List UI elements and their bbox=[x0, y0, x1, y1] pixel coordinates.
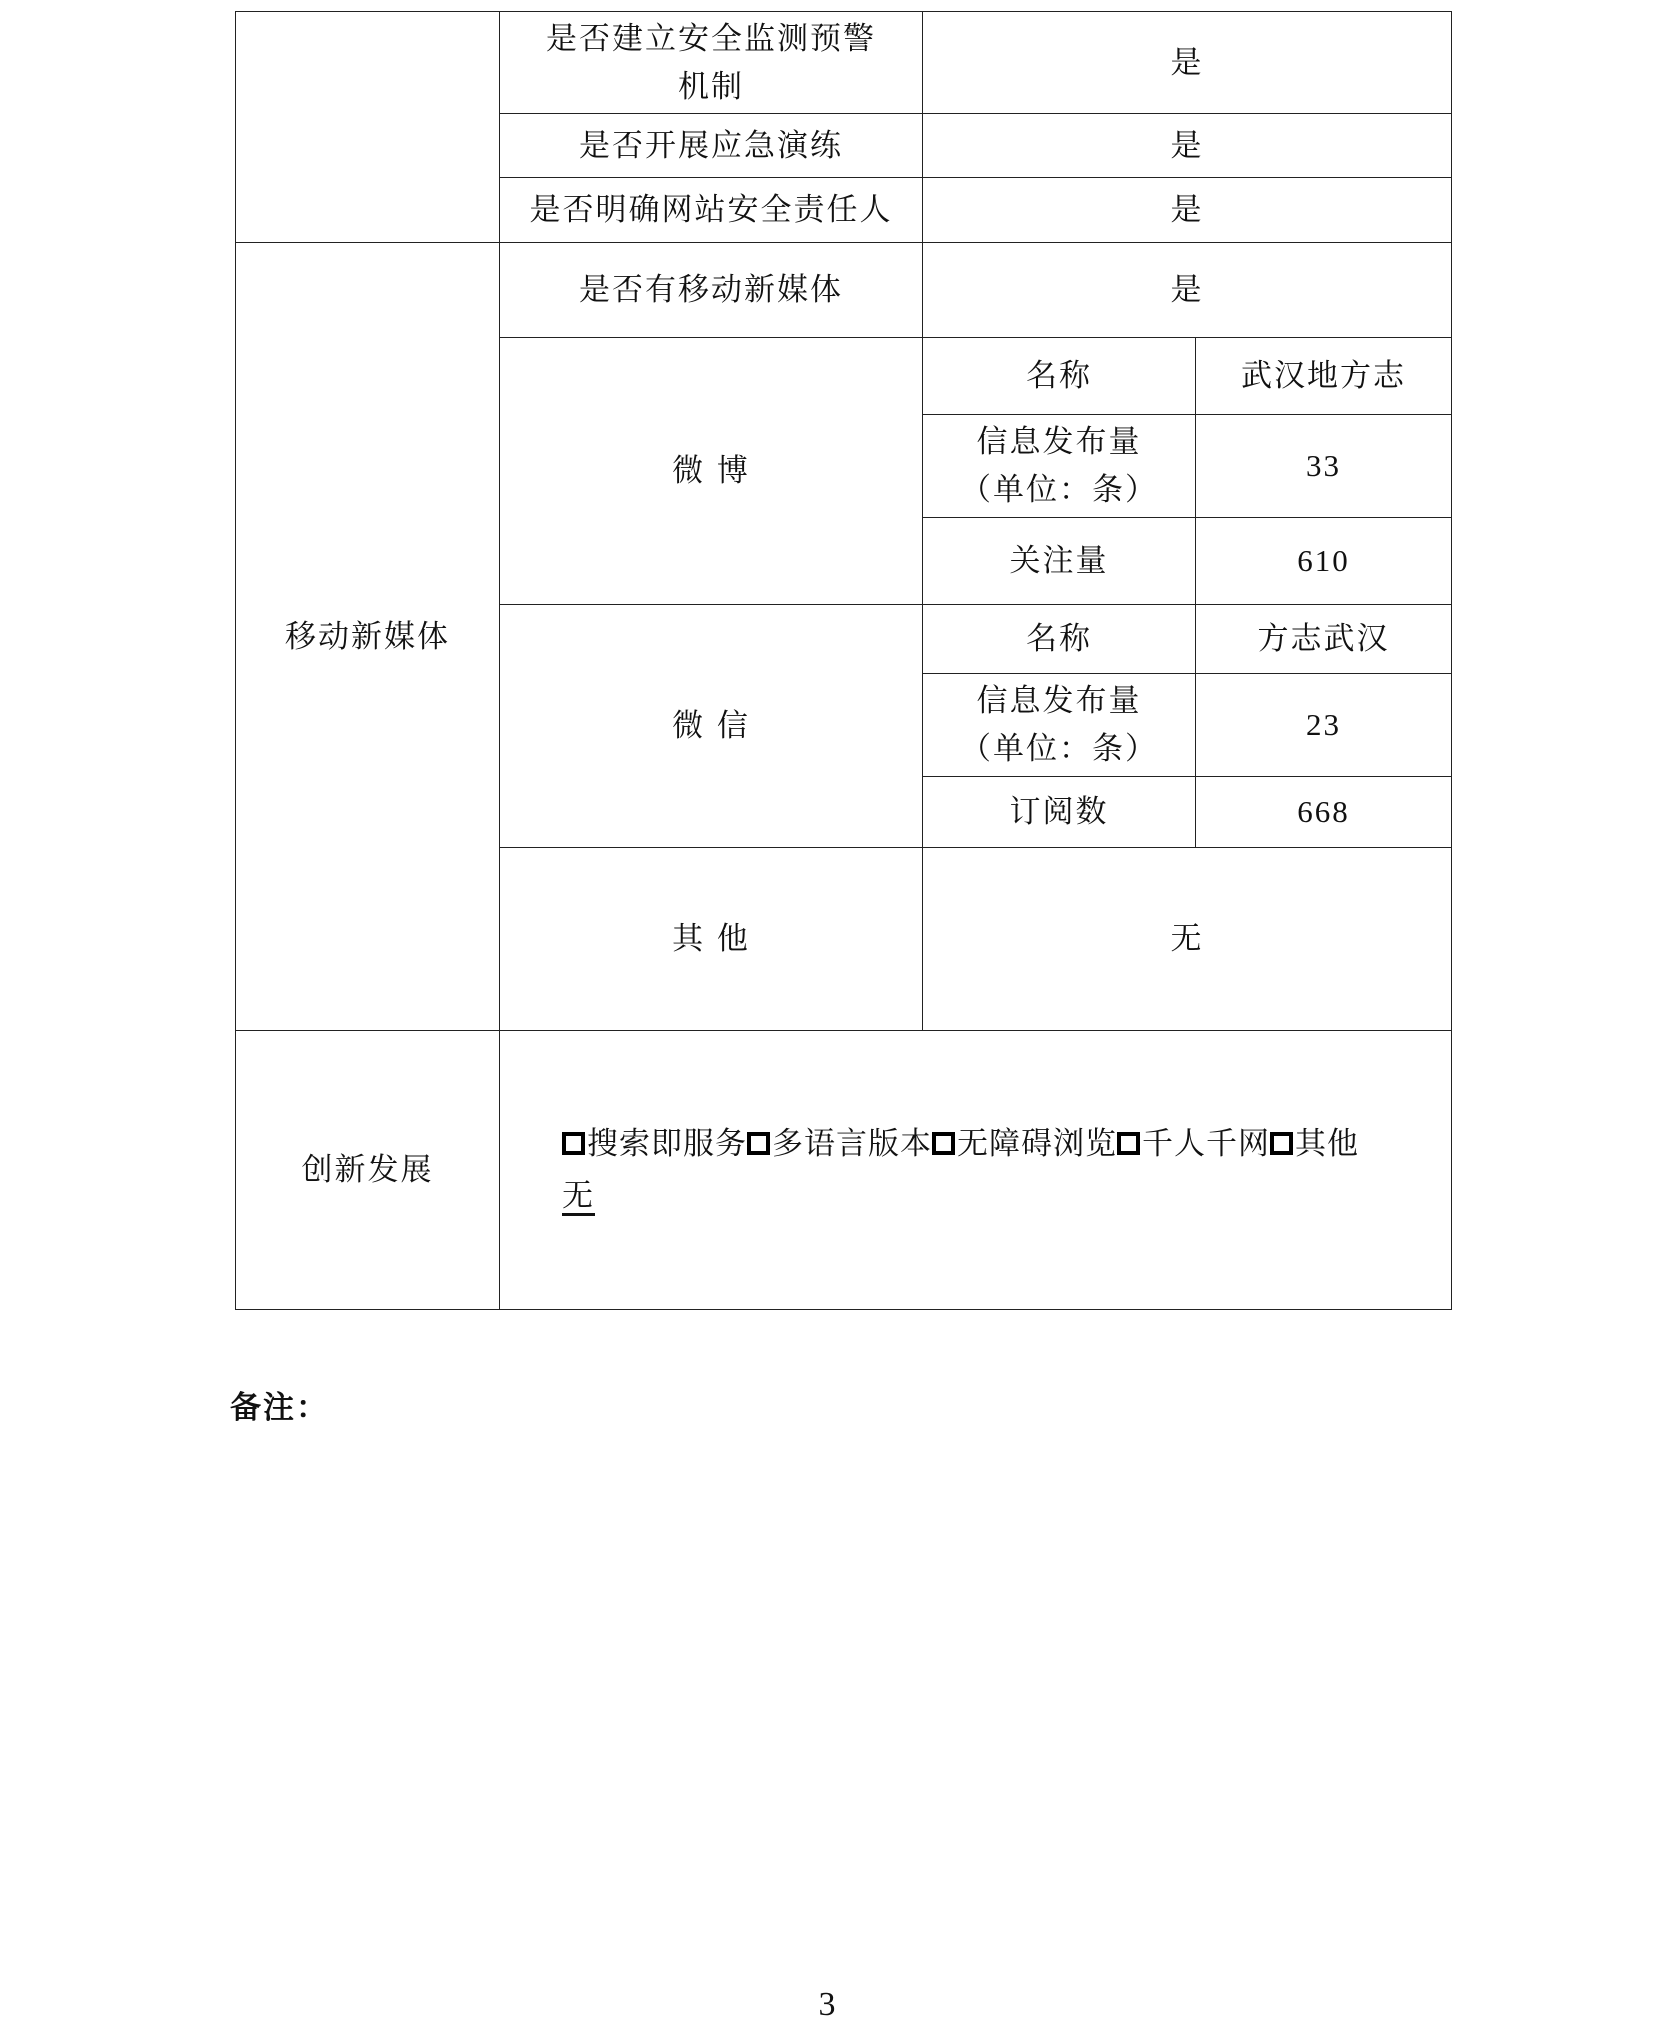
responsible-question: 是否明确网站安全责任人 bbox=[500, 178, 923, 243]
responsible-answer: 是 bbox=[923, 178, 1452, 243]
drill-question: 是否开展应急演练 bbox=[500, 114, 923, 178]
wechat-posts-label bbox=[923, 674, 1196, 777]
wechat-name-label: 名称 bbox=[923, 605, 1196, 674]
section-cell-security bbox=[236, 12, 500, 243]
weibo-posts-label bbox=[923, 415, 1196, 518]
section-cell-innovation: 创新发展 bbox=[236, 1031, 500, 1310]
weibo-posts-value: 33 bbox=[1196, 415, 1452, 518]
wechat-posts-label-line2: （单位：条） bbox=[960, 731, 1158, 767]
has-mobile-media-question: 是否有移动新媒体 bbox=[500, 243, 923, 338]
other-media-label: 其 他 bbox=[500, 848, 923, 1031]
checkbox-icon[interactable] bbox=[1117, 1132, 1140, 1155]
checkbox-icon[interactable] bbox=[1270, 1132, 1293, 1155]
weibo-posts-label-line2: （单位：条） bbox=[960, 472, 1158, 508]
drill-answer: 是 bbox=[923, 114, 1452, 178]
monitoring-question: 是否建立安全监测预警机制 bbox=[500, 12, 923, 114]
wechat-subscribers-label: 订阅数 bbox=[923, 777, 1196, 848]
weibo-followers-value: 610 bbox=[1196, 518, 1452, 605]
weibo-name-label: 名称 bbox=[923, 338, 1196, 415]
innovation-option-multilingual: 多语言版本 bbox=[772, 1126, 932, 1162]
innovation-option-other: 其他 bbox=[1295, 1126, 1359, 1162]
wechat-posts-label-line1: 信息发布量 bbox=[976, 683, 1142, 719]
wechat-posts-value: 23 bbox=[1196, 674, 1452, 777]
innovation-option-search-service: 搜索即服务 bbox=[587, 1126, 747, 1162]
weibo-followers-label: 关注量 bbox=[923, 518, 1196, 605]
report-table bbox=[235, 11, 1452, 1310]
innovation-options bbox=[562, 1118, 1433, 1170]
section-cell-mobile-media: 移动新媒体 bbox=[236, 243, 500, 1031]
remarks-label: 备注： bbox=[230, 1390, 329, 1426]
weibo-posts-label-line1: 信息发布量 bbox=[976, 424, 1142, 460]
other-media-value: 无 bbox=[923, 848, 1452, 1031]
wechat-subscribers-value: 668 bbox=[1196, 777, 1452, 848]
checkbox-icon[interactable] bbox=[932, 1132, 955, 1155]
checkbox-icon[interactable] bbox=[562, 1132, 585, 1155]
innovation-other-text: 无 bbox=[562, 1178, 595, 1214]
checkbox-icon[interactable] bbox=[747, 1132, 770, 1155]
weibo-label: 微 博 bbox=[500, 338, 923, 605]
weibo-name-value: 武汉地方志 bbox=[1196, 338, 1452, 415]
innovation-option-personalized: 千人千网 bbox=[1142, 1126, 1270, 1162]
innovation-option-accessibility: 无障碍浏览 bbox=[957, 1126, 1117, 1162]
page-number: 3 bbox=[818, 1986, 836, 2023]
wechat-label: 微 信 bbox=[500, 605, 923, 848]
wechat-name-value: 方志武汉 bbox=[1196, 605, 1452, 674]
has-mobile-media-answer: 是 bbox=[923, 243, 1452, 338]
monitoring-answer: 是 bbox=[923, 12, 1452, 114]
innovation-options-cell bbox=[500, 1031, 1452, 1310]
